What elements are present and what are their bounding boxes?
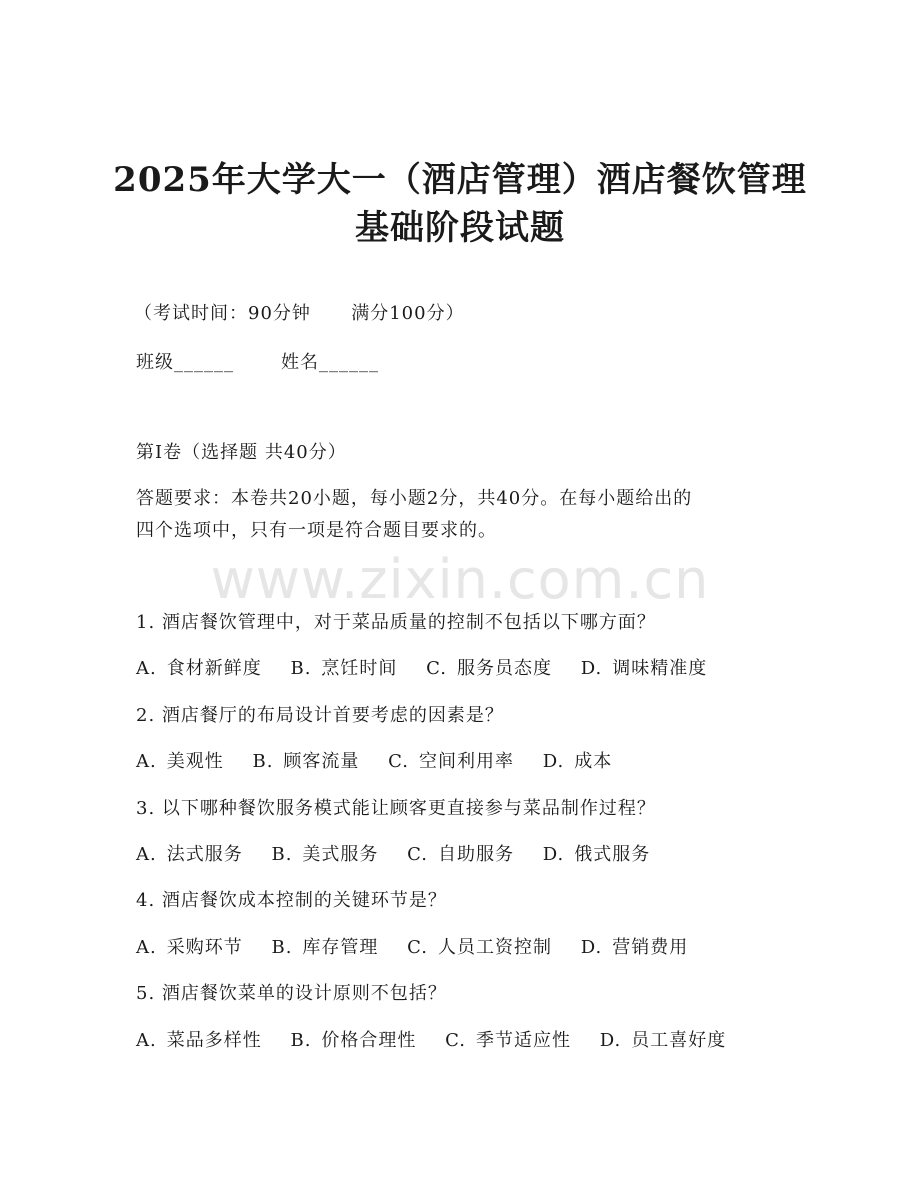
option-c: C. 季节适应性 <box>445 1030 572 1051</box>
exam-info: （考试时间：90分钟 满分100分） <box>134 303 465 324</box>
option-a: A. 采购环节 <box>136 937 243 958</box>
question-1-options <box>136 657 729 681</box>
question-4-options <box>136 936 710 960</box>
answer-requirement-line-1: 答题要求：本卷共20小题，每小题2分，共40分。在每小题给出的 <box>136 488 693 509</box>
option-b: B. 价格合理性 <box>290 1030 417 1051</box>
option-c: C. 服务员态度 <box>426 658 553 679</box>
question-3-stem: 3. 以下哪种餐饮服务模式能让顾客更直接参与菜品制作过程？ <box>136 798 656 819</box>
answer-requirement-line-2: 四个选项中，只有一项是符合题目要求的。 <box>136 520 497 541</box>
option-a: A. 食材新鲜度 <box>136 658 262 679</box>
option-c: C. 人员工资控制 <box>407 937 553 958</box>
option-d: D. 成本 <box>542 751 613 772</box>
option-a: A. 菜品多样性 <box>136 1030 262 1051</box>
question-5-options <box>136 1029 748 1053</box>
class-name-fields: 班级______ 姓名______ <box>136 352 380 373</box>
option-b: B. 库存管理 <box>271 937 379 958</box>
option-d: D. 营销费用 <box>580 937 689 958</box>
option-b: B. 烹饪时间 <box>290 658 398 679</box>
option-b: B. 顾客流量 <box>252 751 360 772</box>
option-d: D. 调味精准度 <box>580 658 708 679</box>
question-1-stem: 1. 酒店餐饮管理中，对于菜品质量的控制不包括以下哪方面？ <box>136 612 656 633</box>
question-3-options <box>136 843 672 867</box>
watermark: www.zixin.com.cn <box>210 548 710 611</box>
question-2-stem: 2. 酒店餐厅的布局设计首要考虑的因素是？ <box>136 705 504 726</box>
question-2-options <box>136 750 634 774</box>
option-c: C. 空间利用率 <box>388 751 515 772</box>
question-4-stem: 4. 酒店餐饮成本控制的关键环节是？ <box>136 890 447 911</box>
section-heading: 第I卷（选择题 共40分） <box>136 442 347 463</box>
option-d: D. 员工喜好度 <box>599 1030 727 1051</box>
option-d: D. 俄式服务 <box>542 844 651 865</box>
question-5-stem: 5. 酒店餐饮菜单的设计原则不包括？ <box>136 983 447 1004</box>
option-b: B. 美式服务 <box>271 844 379 865</box>
option-a: A. 法式服务 <box>136 844 243 865</box>
option-c: C. 自助服务 <box>407 844 515 865</box>
title-line-2: 基础阶段试题 <box>355 208 565 248</box>
title-line-1: 2025年大学大一（酒店管理）酒店餐饮管理 <box>113 160 807 200</box>
option-a: A. 美观性 <box>136 751 224 772</box>
